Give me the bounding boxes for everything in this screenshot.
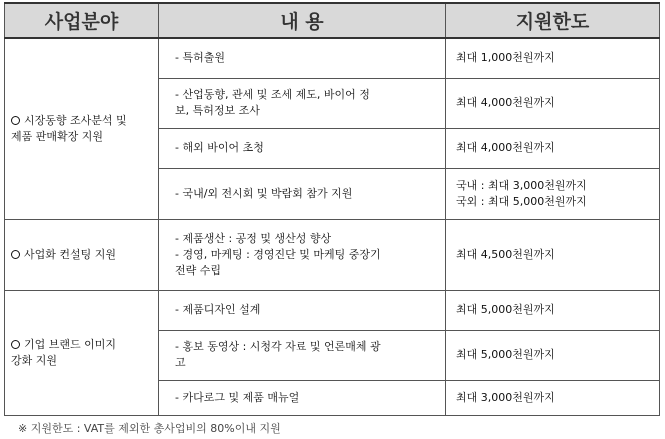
content-cell: - 제품디자인 설계 — [159, 290, 446, 330]
content-cell: - 산업동향, 관세 및 조세 제도, 바이어 정 보, 특허정보 조사 — [159, 78, 446, 128]
header-limit: 지원한도 — [446, 3, 660, 38]
header-field: 사업분야 — [5, 3, 159, 38]
content-cell: - 홍보 동영상 : 시청각 자료 및 언론매체 광 고 — [159, 330, 446, 380]
content-cell: - 해외 바이어 초청 — [159, 128, 446, 168]
limit-cell: 최대 4,000천원까지 — [446, 78, 660, 128]
limit-cell: 국내 : 최대 3,000천원까지 국외 : 최대 5,000천원까지 — [446, 168, 660, 219]
content-cell: - 특허출원 — [159, 38, 446, 78]
circle-bullet-icon — [11, 250, 20, 259]
footnote: ※ 지원한도 : VAT를 제외한 총사업비의 80%이내 지원 — [18, 422, 281, 435]
circle-bullet-icon — [11, 340, 20, 349]
limit-cell: 최대 3,000천원까지 — [446, 380, 660, 415]
content-cell: - 제품생산 : 공정 및 생산성 향상 - 경영, 마케팅 : 경영진단 및 마케팅 중장기 전략 수립 — [159, 219, 446, 290]
limit-cell: 최대 1,000천원까지 — [446, 38, 660, 78]
field-consulting: 사업화 컨설팅 지원 — [5, 219, 159, 290]
table-row — [5, 38, 660, 78]
support-table — [4, 2, 660, 416]
content-cell: - 국내/외 전시회 및 박람회 참가 지원 — [159, 168, 446, 219]
header-content: 내 용 — [159, 3, 446, 38]
content-cell: - 카다로그 및 제품 매뉴얼 — [159, 380, 446, 415]
limit-cell: 최대 4,500천원까지 — [446, 219, 660, 290]
limit-cell: 최대 5,000천원까지 — [446, 290, 660, 330]
field-market-research: 시장동향 조사분석 및 제품 판매확장 지원 — [5, 38, 159, 219]
field-brand-image: 기업 브랜드 이미지 강화 지원 — [5, 290, 159, 415]
table-row — [5, 219, 660, 290]
table-row — [5, 290, 660, 330]
circle-bullet-icon — [11, 116, 20, 125]
limit-cell: 최대 4,000천원까지 — [446, 128, 660, 168]
header-row — [5, 3, 660, 38]
limit-cell: 최대 5,000천원까지 — [446, 330, 660, 380]
